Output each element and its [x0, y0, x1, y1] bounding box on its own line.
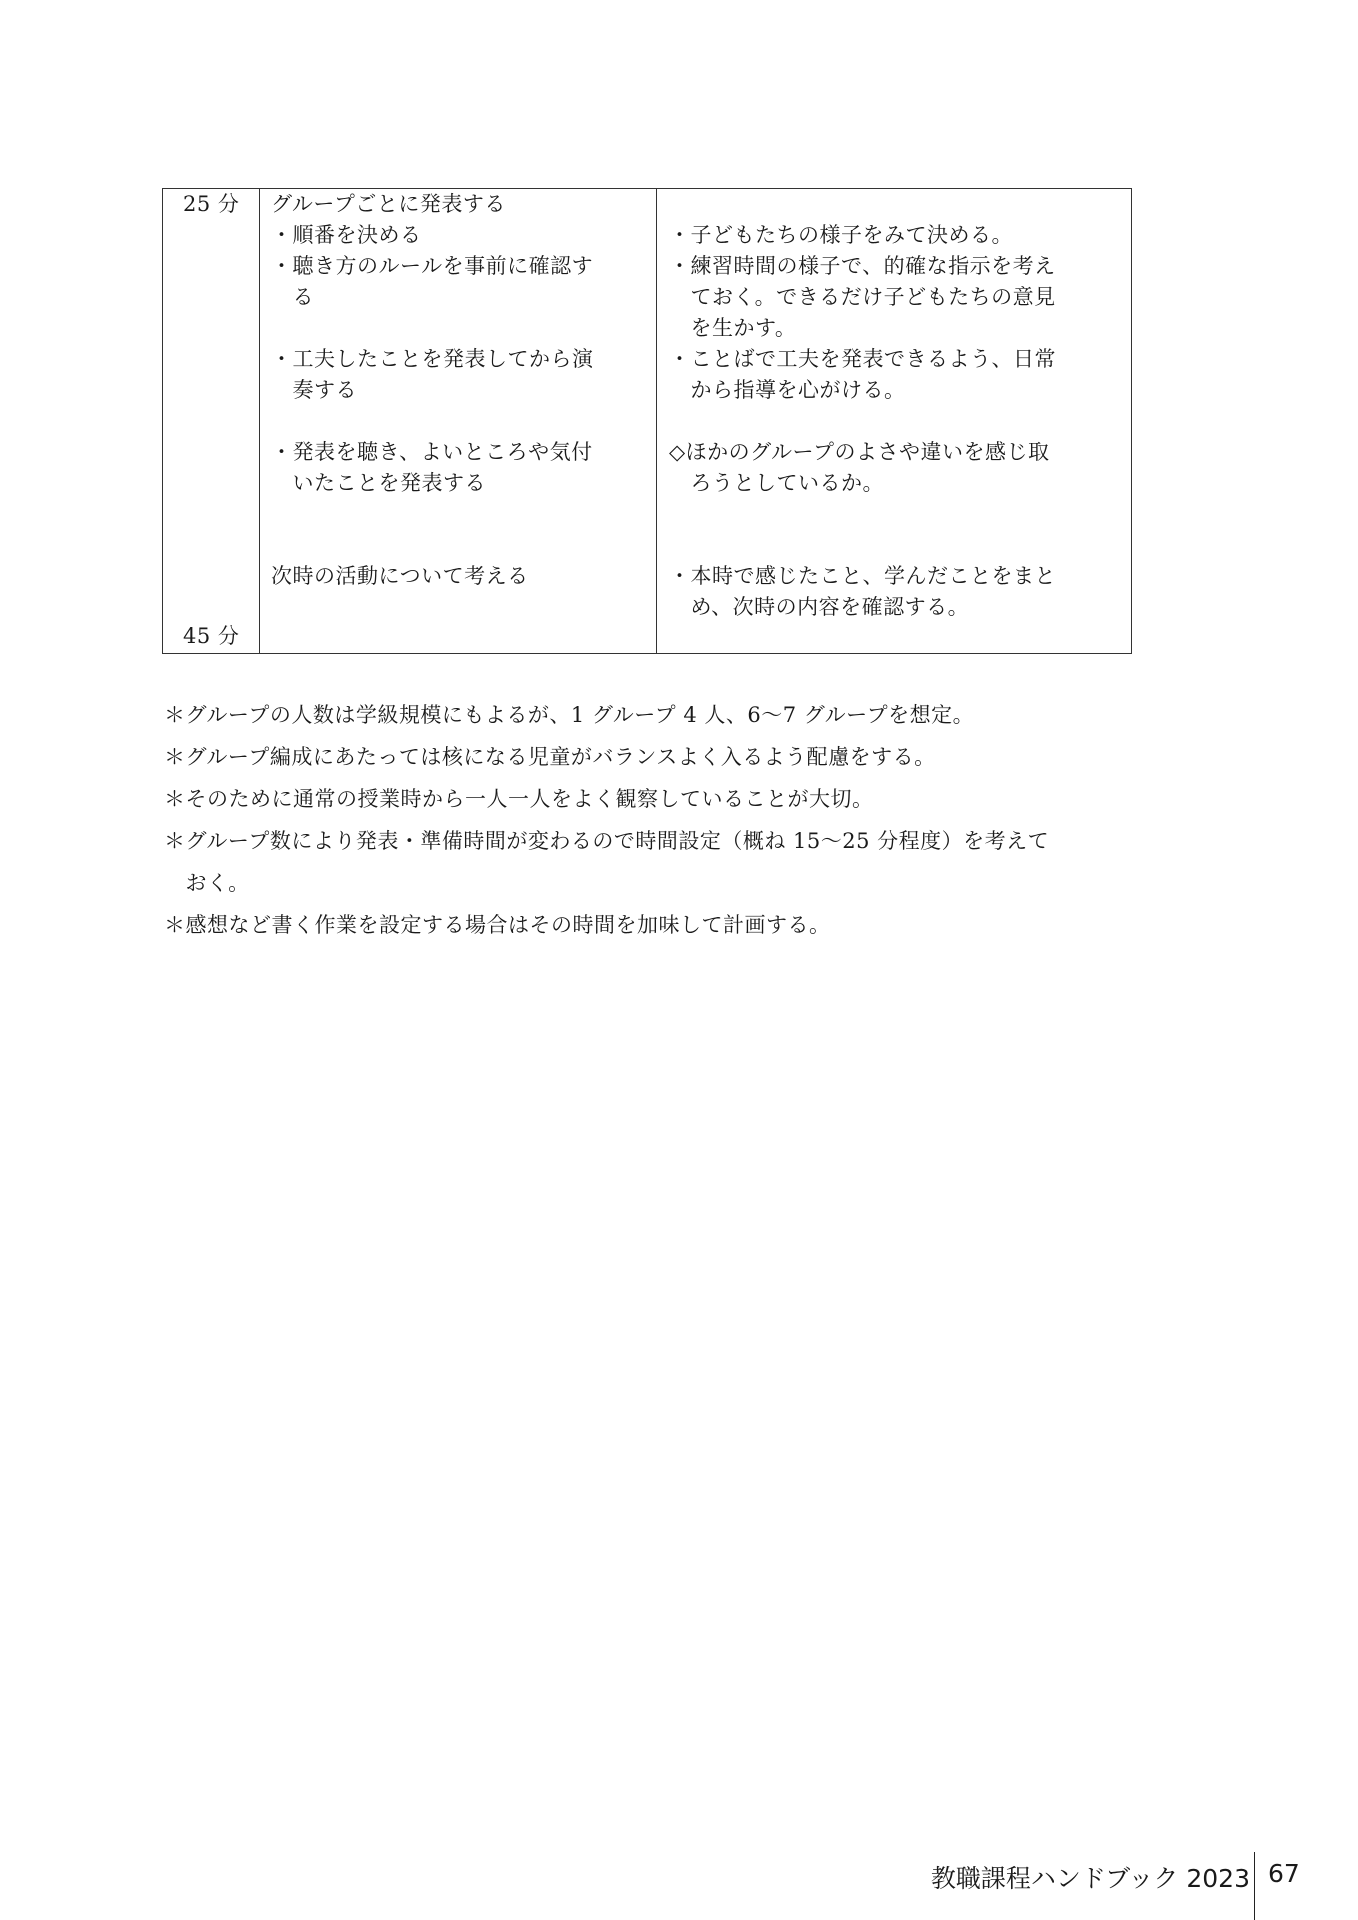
support-item: め、次時の内容を確認する。 [669, 595, 970, 619]
support-item: ・ことばで工夫を発表できるよう、日常 [669, 347, 1056, 371]
activity-item: ・発表を聴き、よいところや気付 [271, 440, 593, 464]
support-item: ・子どもたちの様子をみて決める。 [669, 223, 1013, 247]
note-item: ＊感想など書く作業を設定する場合はその時間を加味して計画する。 [164, 913, 831, 937]
note-item: ＊そのために通常の授業時から一人一人をよく観察していることが大切。 [164, 787, 874, 811]
notes-section [164, 694, 1154, 946]
activity-item: ・工夫したことを発表してから演 [271, 347, 594, 371]
note-item: ＊グループ編成にあたっては核になる児童がバランスよく入るよう配慮をする。 [164, 745, 936, 769]
time-end: 45 分 [183, 624, 240, 648]
activity-closing: 次時の活動について考える [271, 564, 529, 588]
footer-divider [1254, 1852, 1255, 1920]
lesson-plan-table [162, 188, 1132, 654]
support-item: を生かす。 [669, 316, 797, 340]
support-item: ・練習時間の様子で、的確な指示を考え [669, 254, 1056, 278]
table-column-divider [259, 189, 260, 653]
note-item: おく。 [164, 871, 250, 895]
note-item: ＊グループ数により発表・準備時間が変わるので時間設定（概ね 15〜25 分程度）を考えて [164, 829, 1050, 853]
footer-title: 教職課程ハンドブック 2023 [930, 1864, 1250, 1893]
activity-item: る [271, 285, 314, 309]
note-item: ＊グループの人数は学級規模にもよるが、1 グループ 4 人、6〜7 グループを想定。 [164, 703, 975, 727]
evaluation-item: ◇ほかのグループのよさや違いを感じ取 [669, 440, 1050, 464]
time-start: 25 分 [183, 192, 240, 216]
activity-item: いたことを発表する [271, 471, 486, 495]
activity-item: 奏する [271, 378, 357, 402]
table-column-divider [656, 189, 657, 653]
activity-heading: グループごとに発表する [271, 192, 506, 216]
support-item: ・本時で感じたこと、学んだことをまと [669, 564, 1056, 588]
support-item: ておく。できるだけ子どもたちの意見 [669, 285, 1056, 309]
activity-item: ・聴き方のルールを事前に確認す [271, 254, 594, 278]
evaluation-item: ろうとしているか。 [669, 471, 884, 495]
support-item: から指導を心がける。 [669, 378, 906, 402]
activity-item: ・順番を決める [271, 223, 422, 247]
page-number: 67 [1268, 1859, 1300, 1888]
